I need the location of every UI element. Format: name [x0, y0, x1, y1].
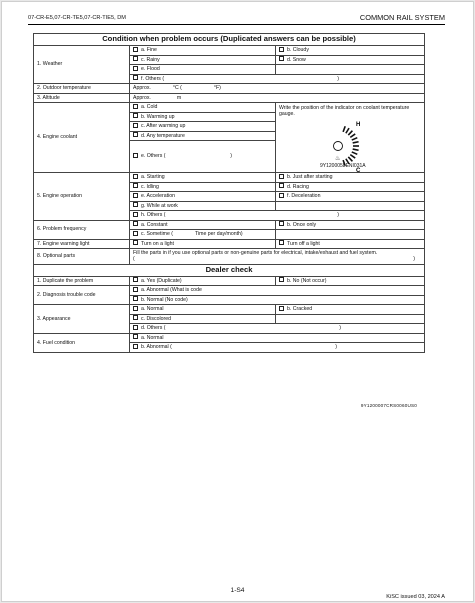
operation-starting-option[interactable]: a. Starting	[130, 173, 276, 183]
fuel-normal-option[interactable]: a. Normal	[130, 333, 425, 343]
warning-light-label: 7. Engine warning light	[34, 239, 130, 249]
weather-others-option[interactable]: f. Others ( )	[130, 74, 425, 84]
operation-racing-option[interactable]: d. Racing	[276, 182, 425, 192]
appearance-cracked-option[interactable]: b. Cracked	[276, 305, 425, 315]
svg-text:♨: ♨	[335, 155, 341, 162]
condition-header-row	[34, 34, 425, 46]
empty-cell	[276, 201, 425, 211]
fuel-label: 4. Fuel condition	[34, 333, 130, 352]
checkbox[interactable]	[279, 306, 284, 311]
operation-after-start-option[interactable]: b. Just after starting	[276, 173, 425, 183]
gauge-tick	[352, 138, 358, 140]
checkbox[interactable]	[133, 287, 138, 292]
checkbox[interactable]	[133, 66, 138, 71]
altitude-field[interactable]: Approx. m	[130, 93, 425, 103]
altitude-label: 3. Altitude	[34, 93, 130, 103]
operation-accel-option[interactable]: e. Acceleration	[130, 192, 276, 202]
appearance-normal-option[interactable]: a. Normal	[130, 305, 276, 315]
checkbox[interactable]	[133, 113, 138, 118]
weather-label: 1. Weather	[34, 46, 130, 84]
gauge-figure-id: 9Y1200058ENI031A	[320, 162, 366, 169]
warning-light-row	[34, 239, 425, 249]
checkbox[interactable]	[133, 183, 138, 188]
appearance-others-option[interactable]: d. Others ( )	[130, 324, 425, 334]
coolant-label: 4. Engine coolant	[34, 103, 130, 173]
checkbox[interactable]	[279, 56, 284, 61]
checkbox[interactable]	[133, 306, 138, 311]
operation-work-option[interactable]: g. While at work	[130, 201, 276, 211]
checkbox[interactable]	[133, 132, 138, 137]
gauge-tick	[350, 155, 355, 158]
gauge-tick	[353, 142, 359, 143]
outdoor-temperature-label: 2. Outdoor temperature	[34, 84, 130, 94]
checkbox[interactable]	[279, 174, 284, 179]
weather-row	[34, 46, 425, 56]
appearance-label: 3. Appearance	[34, 305, 130, 334]
checkbox[interactable]	[133, 240, 138, 245]
empty-cell	[276, 314, 425, 324]
condition-section-title: Condition when problem occurs (Duplicated answers can be possible)	[34, 34, 425, 46]
checkbox[interactable]	[133, 221, 138, 226]
coolant-row	[34, 103, 425, 113]
checkbox[interactable]	[133, 344, 138, 349]
weather-snow-option[interactable]: d. Snow	[276, 55, 425, 65]
duplicate-label: 1. Duplicate the problem	[34, 276, 130, 286]
checkbox[interactable]	[133, 193, 138, 198]
weather-rainy-option[interactable]: c. Rainy	[130, 55, 276, 65]
checkbox[interactable]	[133, 231, 138, 236]
gauge-tick	[353, 149, 359, 150]
checkbox[interactable]	[133, 47, 138, 52]
checkbox[interactable]	[133, 75, 138, 80]
page-number: 1-S4	[230, 587, 245, 594]
coolant-after-option[interactable]: c. After warming up	[130, 122, 276, 132]
checkbox[interactable]	[133, 174, 138, 179]
gauge-tick	[346, 128, 349, 133]
operation-row	[34, 173, 425, 183]
gauge-instruction: Write the position of the indicator on coolant temperature gauge.	[279, 105, 410, 118]
dtc-label: 2. Diagnosis trouble code	[34, 286, 130, 305]
checkbox[interactable]	[133, 123, 138, 128]
section-code: 9Y1200007CRS0060US0	[360, 403, 417, 408]
operation-idling-option[interactable]: c. Idling	[130, 182, 276, 192]
operation-label: 5. Engine operation	[34, 173, 130, 221]
document-page	[1, 1, 474, 602]
checkbox[interactable]	[133, 202, 138, 207]
dealer-section-title: Dealer check	[34, 264, 425, 276]
duplicate-row	[34, 276, 425, 286]
header-rule	[28, 24, 445, 25]
duplicate-yes-option[interactable]: a. Yes (Duplicate)	[130, 276, 276, 286]
frequency-row	[34, 220, 425, 230]
warning-light-off-option[interactable]: Turn off a light	[276, 239, 425, 249]
gauge-tick	[352, 152, 358, 154]
dtc-row	[34, 286, 425, 296]
frequency-constant-option[interactable]: a. Constant	[130, 220, 276, 230]
checkbox[interactable]	[133, 315, 138, 320]
checkbox[interactable]	[133, 334, 138, 339]
optional-parts-label: 8. Optional parts	[34, 249, 130, 265]
checkbox[interactable]	[133, 104, 138, 109]
operation-decel-option[interactable]: f. Deceleration	[276, 192, 425, 202]
optional-parts-field[interactable]: Fill the parts in if you use optional parts or non-genuine parts for electrical, intake/exhaust and fuel system. ( )	[130, 249, 425, 265]
optional-parts-row	[34, 249, 425, 265]
dtc-abnormal-option[interactable]: a. Abnormal (What is code	[130, 286, 425, 296]
checkbox[interactable]	[133, 325, 138, 330]
gauge-tick	[343, 126, 345, 132]
appearance-discolored-option[interactable]: c. Discolored	[130, 314, 276, 324]
dtc-normal-option[interactable]: b. Normal (No code)	[130, 295, 425, 305]
checkbox[interactable]	[279, 240, 284, 245]
frequency-once-option[interactable]: b. Once only	[276, 220, 425, 230]
warning-light-on-option[interactable]: Turn on a light	[130, 239, 276, 249]
altitude-row	[34, 93, 425, 103]
checkbox[interactable]	[133, 296, 138, 301]
checkbox[interactable]	[133, 277, 138, 282]
header-title: COMMON RAIL SYSTEM	[359, 13, 445, 22]
weather-fine-option[interactable]: a. Fine	[130, 46, 276, 56]
problem-check-form	[33, 33, 425, 353]
fuel-row	[34, 333, 425, 343]
checkbox[interactable]	[133, 212, 138, 217]
coolant-cold-option[interactable]: a. Cold	[130, 103, 276, 113]
weather-flood-option[interactable]: e. Flood	[130, 65, 276, 75]
checkbox[interactable]	[133, 56, 138, 61]
gauge-h-label: H	[356, 122, 361, 128]
checkbox[interactable]	[279, 193, 284, 198]
operation-others-option[interactable]: h. Others ( )	[130, 211, 425, 221]
issue-note: KiSC issued 03, 2024 A	[386, 594, 445, 600]
coolant-others-option[interactable]: e. Others ( )	[130, 141, 276, 173]
frequency-label: 6. Problem frequency	[34, 220, 130, 239]
checkbox[interactable]	[279, 47, 284, 52]
gauge-c-label: C	[356, 168, 361, 174]
checkbox[interactable]	[133, 153, 138, 158]
frequency-sometime-option[interactable]: c. Sometime ( Time per day/month)	[130, 230, 276, 240]
coolant-gauge-cell	[276, 103, 425, 173]
checkbox[interactable]	[279, 277, 284, 282]
outdoor-temperature-field[interactable]: Approx. °C ( °F)	[130, 84, 425, 94]
outdoor-temperature-row	[34, 84, 425, 94]
weather-cloudy-option[interactable]: b. Cloudy	[276, 46, 425, 56]
checkbox[interactable]	[279, 221, 284, 226]
appearance-row	[34, 305, 425, 315]
checkbox[interactable]	[279, 183, 284, 188]
gauge-tick	[348, 131, 352, 135]
coolant-warming-option[interactable]: b. Warming up	[130, 112, 276, 122]
duplicate-no-option[interactable]: b. No (Not occur)	[276, 276, 425, 286]
header-models: 07-CR-E5,07-CR-TE5,07-CR-TIE5, DM	[28, 15, 126, 21]
coolant-any-option[interactable]: d. Any temperature	[130, 131, 276, 141]
fuel-abnormal-option[interactable]: b. Abnormal ( )	[130, 343, 425, 353]
gauge-tick	[350, 134, 355, 137]
dealer-header-row	[34, 264, 425, 276]
empty-cell	[276, 65, 425, 75]
empty-cell	[276, 230, 425, 240]
